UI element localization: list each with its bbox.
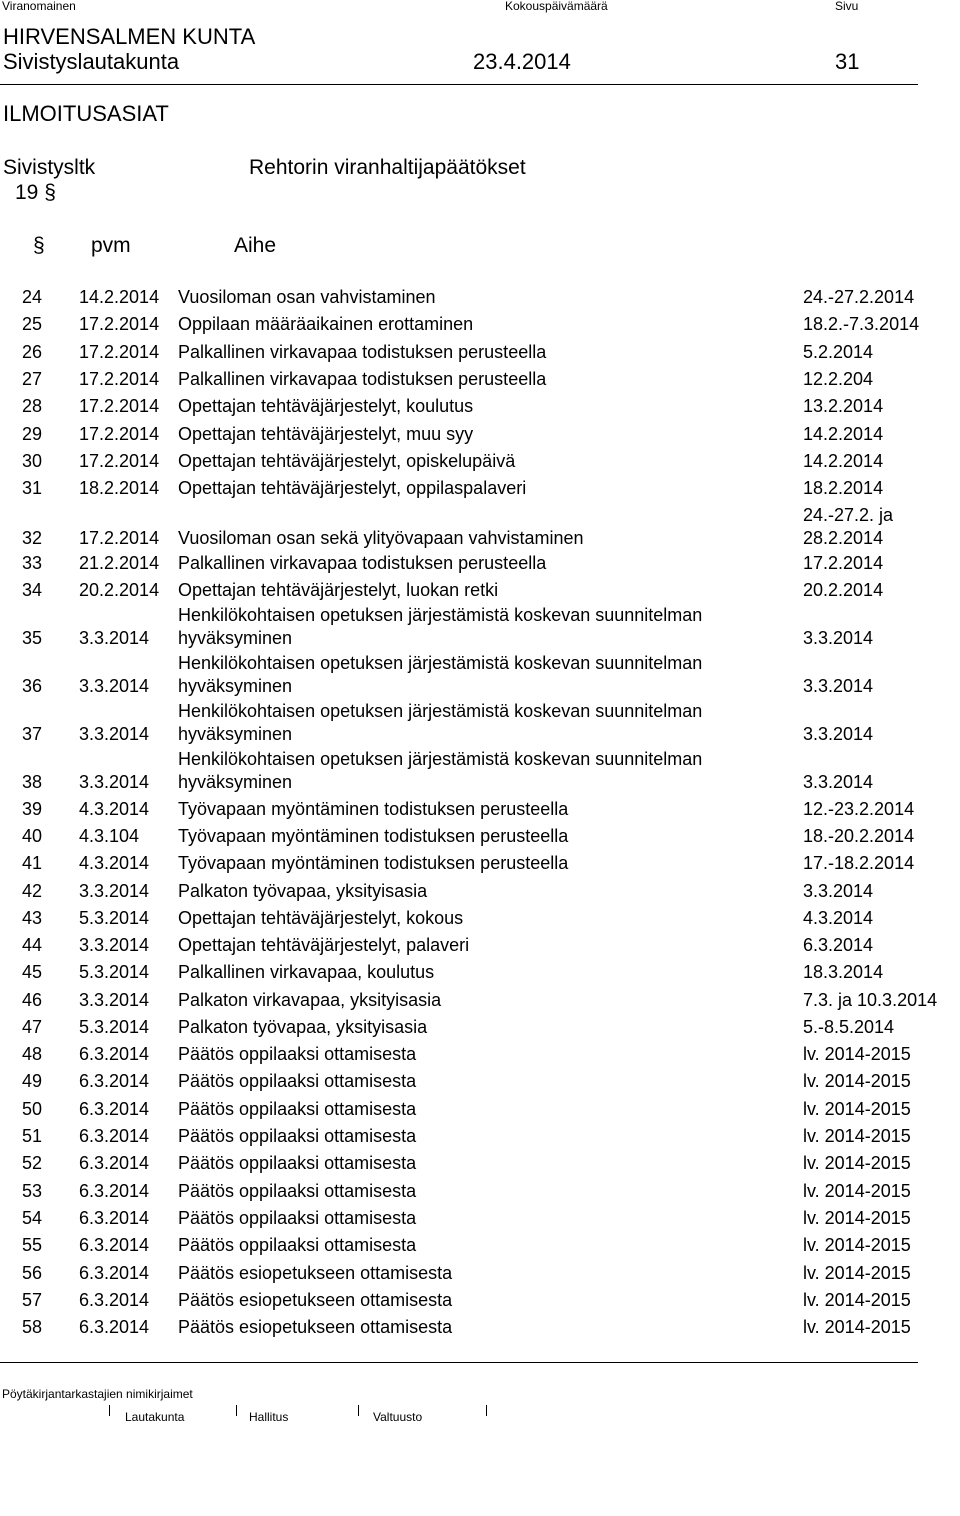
row-subject: Työvapaan myöntäminen todistuksen perusteella [178,853,569,873]
row-period: lv. 2014-2015 [803,1235,911,1255]
row-period: lv. 2014-2015 [803,1044,911,1064]
row-period: 3.3.2014 [803,881,874,901]
table-row [0,1317,960,1365]
row-number: 50 [22,1099,43,1119]
row-subject: Päätös oppilaaksi ottamisesta [178,1071,417,1091]
row-subject: Opettajan tehtäväjärjestelyt, oppilaspalaveri [178,478,527,498]
subject-column-header: Aihe [234,234,277,257]
row-subject: Päätös oppilaaksi ottamisesta [178,1181,417,1201]
row-period: 6.3.2014 [803,935,874,955]
row-subject: Henkilökohtaisen opetuksen järjestämistä koskevan suunnitelman [178,605,703,625]
row-decision-date: 3.3.2014 [79,935,150,955]
row-number: 42 [22,881,43,901]
row-decision-date: 6.3.2014 [79,1099,150,1119]
row-decision-date: 3.3.2014 [79,881,150,901]
row-subject: Palkallinen virkavapaa, koulutus [178,962,435,982]
row-decision-date: 5.3.2014 [79,962,150,982]
row-number: 37 [22,724,43,744]
row-period: 14.2.2014 [803,424,884,444]
table-row [0,505,960,553]
item-number: 19 § [15,181,56,204]
row-period: lv. 2014-2015 [803,1153,911,1173]
row-subject: Henkilökohtaisen opetuksen järjestämistä koskevan suunnitelman [178,749,703,769]
row-number: 24 [22,287,43,307]
row-subject: hyväksyminen [178,676,293,696]
row-subject: hyväksyminen [178,628,293,648]
row-decision-date: 4.3.104 [79,826,140,846]
signatures-label: Pöytäkirjantarkastajien nimikirjaimet [2,1387,193,1401]
municipality-name: HIRVENSALMEN KUNTA [3,24,256,49]
row-decision-date: 3.3.2014 [79,628,150,648]
row-subject: Päätös oppilaaksi ottamisesta [178,1044,417,1064]
row-subject: hyväksyminen [178,772,293,792]
row-period: 3.3.2014 [803,724,874,744]
row-period: 18.3.2014 [803,962,884,982]
signature-separator [358,1405,359,1416]
row-period: 18.2.-7.3.2014 [803,314,920,334]
row-decision-date: 17.2.2014 [79,369,160,389]
row-subject: Työvapaan myöntäminen todistuksen perusteella [178,799,569,819]
item-body: Sivistysltk [3,156,96,179]
row-number: 33 [22,553,43,573]
row-decision-date: 3.3.2014 [79,772,150,792]
row-number: 51 [22,1126,43,1146]
header-col1-label: Viranomainen [2,0,76,13]
row-subject: Henkilökohtaisen opetuksen järjestämistä koskevan suunnitelman [178,653,703,673]
row-period: lv. 2014-2015 [803,1290,911,1310]
row-period: 3.3.2014 [803,772,874,792]
page-number: 31 [835,49,860,74]
section-mark-column-header: § [33,234,45,257]
row-number: 39 [22,799,43,819]
row-period: 7.3. ja 10.3.2014 [803,990,938,1010]
row-period: 28.2.2014 [803,528,884,548]
row-period: lv. 2014-2015 [803,1317,911,1337]
table-row [0,605,960,653]
row-subject: Palkallinen virkavapaa todistuksen perusteella [178,342,547,362]
row-subject: Palkallinen virkavapaa todistuksen perusteella [178,369,547,389]
row-decision-date: 6.3.2014 [79,1153,150,1173]
row-number: 43 [22,908,43,928]
row-decision-date: 3.3.2014 [79,676,150,696]
row-subject: Oppilaan määräaikainen erottaminen [178,314,474,334]
row-subject: Päätös oppilaaksi ottamisesta [178,1235,417,1255]
row-period: lv. 2014-2015 [803,1263,911,1283]
date-column-header: pvm [91,234,131,257]
row-period: 24.-27.2.2014 [803,287,915,307]
signature-separator [109,1405,110,1416]
section-title: ILMOITUSASIAT [3,101,169,126]
row-decision-date: 18.2.2014 [79,478,160,498]
item-title: Rehtorin viranhaltijapäätökset [249,156,526,179]
row-period: 17.-18.2.2014 [803,853,915,873]
row-decision-date: 6.3.2014 [79,1181,150,1201]
row-subject: Opettajan tehtäväjärjestelyt, luokan retki [178,580,499,600]
row-decision-date: 17.2.2014 [79,424,160,444]
row-number: 55 [22,1235,43,1255]
row-period: 18.-20.2.2014 [803,826,915,846]
row-number: 49 [22,1071,43,1091]
row-decision-date: 20.2.2014 [79,580,160,600]
table-row [0,701,960,749]
row-decision-date: 17.2.2014 [79,451,160,471]
row-decision-date: 6.3.2014 [79,1208,150,1228]
row-decision-date: 6.3.2014 [79,1044,150,1064]
row-decision-date: 17.2.2014 [79,528,160,548]
row-decision-date: 6.3.2014 [79,1290,150,1310]
row-period: lv. 2014-2015 [803,1208,911,1228]
row-subject: Opettajan tehtäväjärjestelyt, opiskelupäivä [178,451,516,471]
row-number: 25 [22,314,43,334]
row-number: 54 [22,1208,43,1228]
row-decision-date: 5.3.2014 [79,1017,150,1037]
row-number: 47 [22,1017,43,1037]
row-decision-date: 3.3.2014 [79,990,150,1010]
header-col3-label: Sivu [835,0,859,13]
row-number: 45 [22,962,43,982]
signature-separator [486,1405,487,1416]
row-subject: Työvapaan myöntäminen todistuksen perusteella [178,826,569,846]
row-subject: Päätös esiopetukseen ottamisesta [178,1263,453,1283]
row-decision-date: 4.3.2014 [79,853,150,873]
row-number: 44 [22,935,43,955]
row-subject: Opettajan tehtäväjärjestelyt, palaveri [178,935,470,955]
lautakunta-label: Lautakunta [125,1410,185,1424]
row-number: 26 [22,342,43,362]
row-period: 3.3.2014 [803,676,874,696]
row-decision-date: 3.3.2014 [79,724,150,744]
row-subject: Palkaton virkavapaa, yksityisasia [178,990,442,1010]
row-number: 57 [22,1290,43,1310]
row-period: 17.2.2014 [803,553,884,573]
row-number: 29 [22,424,43,444]
row-subject: Päätös oppilaaksi ottamisesta [178,1126,417,1146]
row-decision-date: 17.2.2014 [79,314,160,334]
header-divider [0,84,918,85]
row-number: 46 [22,990,43,1010]
row-number: 27 [22,369,43,389]
row-period: 4.3.2014 [803,908,874,928]
row-decision-date: 6.3.2014 [79,1263,150,1283]
row-decision-date: 17.2.2014 [79,396,160,416]
valtuusto-label: Valtuusto [373,1410,423,1424]
row-period: 13.2.2014 [803,396,884,416]
row-number: 30 [22,451,43,471]
row-period: lv. 2014-2015 [803,1071,911,1091]
row-subject: Palkaton työvapaa, yksityisasia [178,881,428,901]
row-subject: Päätös oppilaaksi ottamisesta [178,1208,417,1228]
row-decision-date: 6.3.2014 [79,1071,150,1091]
row-subject: Päätös esiopetukseen ottamisesta [178,1290,453,1310]
row-subject: Päätös esiopetukseen ottamisesta [178,1317,453,1337]
row-number: 34 [22,580,43,600]
row-subject: Opettajan tehtäväjärjestelyt, kokous [178,908,464,928]
row-number: 28 [22,396,43,416]
row-period: 12.2.204 [803,369,874,389]
table-row [0,749,960,797]
row-decision-date: 4.3.2014 [79,799,150,819]
row-period: 3.3.2014 [803,628,874,648]
row-decision-date: 6.3.2014 [79,1235,150,1255]
row-number: 38 [22,772,43,792]
row-subject: Opettajan tehtäväjärjestelyt, koulutus [178,396,474,416]
row-subject: Palkallinen virkavapaa todistuksen perusteella [178,553,547,573]
footer-divider [0,1362,918,1363]
row-number: 56 [22,1263,43,1283]
row-period: lv. 2014-2015 [803,1181,911,1201]
row-number: 32 [22,528,43,548]
row-subject: Henkilökohtaisen opetuksen järjestämistä koskevan suunnitelman [178,701,703,721]
row-subject: Päätös oppilaaksi ottamisesta [178,1153,417,1173]
row-decision-date: 17.2.2014 [79,342,160,362]
row-number: 41 [22,853,43,873]
row-period: lv. 2014-2015 [803,1099,911,1119]
row-number: 52 [22,1153,43,1173]
signature-separator [236,1405,237,1416]
row-subject: Päätös oppilaaksi ottamisesta [178,1099,417,1119]
row-period: lv. 2014-2015 [803,1126,911,1146]
row-decision-date: 14.2.2014 [79,287,160,307]
row-period: 5.-8.5.2014 [803,1017,895,1037]
row-number: 31 [22,478,43,498]
row-number: 35 [22,628,43,648]
row-number: 40 [22,826,43,846]
row-decision-date: 5.3.2014 [79,908,150,928]
header-col2-label: Kokouspäivämäärä [505,0,608,13]
row-period: 12.-23.2.2014 [803,799,915,819]
row-subject: hyväksyminen [178,724,293,744]
row-period: 14.2.2014 [803,451,884,471]
row-period: 24.-27.2. ja [803,505,894,525]
table-row [0,653,960,701]
row-number: 36 [22,676,43,696]
row-period: 5.2.2014 [803,342,874,362]
row-number: 48 [22,1044,43,1064]
authority-name: Sivistyslautakunta [3,49,180,74]
hallitus-label: Hallitus [249,1410,289,1424]
row-subject: Vuosiloman osan sekä ylityövapaan vahvistaminen [178,528,584,548]
row-subject: Opettajan tehtäväjärjestelyt, muu syy [178,424,474,444]
row-decision-date: 21.2.2014 [79,553,160,573]
row-period: 20.2.2014 [803,580,884,600]
meeting-date: 23.4.2014 [473,49,571,74]
row-subject: Vuosiloman osan vahvistaminen [178,287,436,307]
row-number: 53 [22,1181,43,1201]
row-number: 58 [22,1317,43,1337]
row-subject: Palkaton työvapaa, yksityisasia [178,1017,428,1037]
row-period: 18.2.2014 [803,478,884,498]
row-decision-date: 6.3.2014 [79,1317,150,1337]
row-decision-date: 6.3.2014 [79,1126,150,1146]
